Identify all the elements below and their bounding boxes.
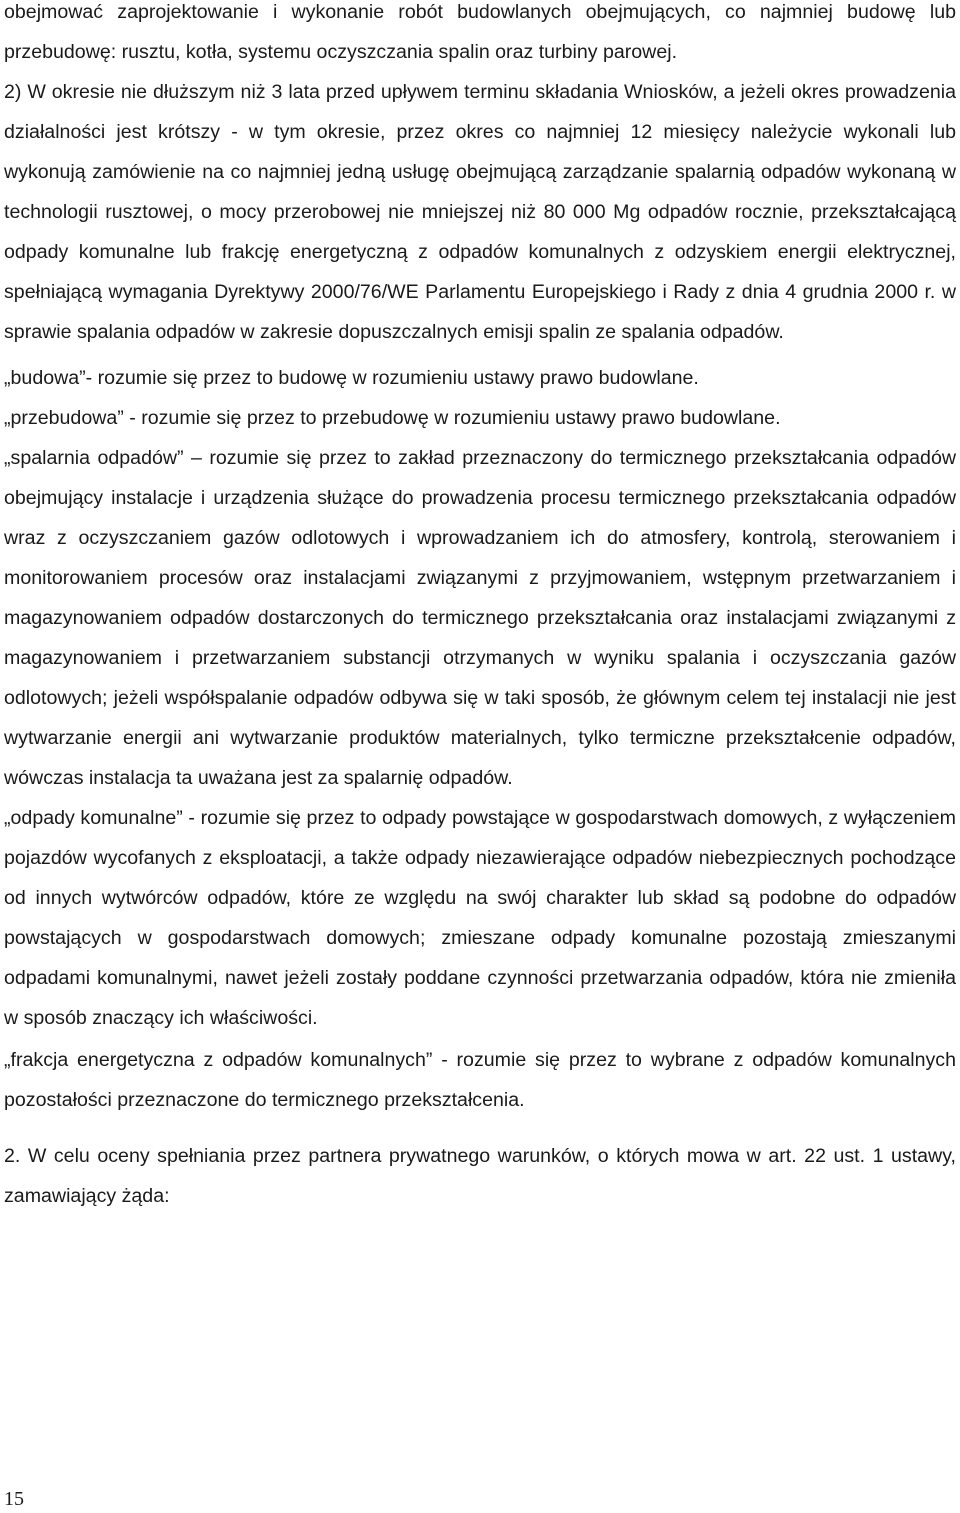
document-page bbox=[4, 0, 956, 1216]
paragraph-continuation: obejmować zaprojektowanie i wykonanie robót budowlanych obejmujących, co najmniej budowę lub przebudowę: rusztu, kotła, systemu oczyszczania spalin oraz turbiny parowej. bbox=[4, 1, 956, 63]
definition-odpady-komunalne: „odpady komunalne” - rozumie się przez to odpady powstające w gospodarstwach domowych, z wyłączeniem pojazdów wycofanych z eksploatacji, a także odpady niezawierające odpadów niebezpiecznych pochodzące od innych wytwórców odpadów, które ze względu na swój charakter lub skład są podobne do odpadów powstających w gospodarstwach domowych; zmieszane odpady komunalne pozostają zmieszanymi odpadami komunalnymi, nawet jeżeli zostały poddane czynności przetwarzania odpadów, która nie zmieniła w sposób znaczący ich właściwości. bbox=[4, 807, 956, 1029]
page-number: 15 bbox=[4, 1488, 24, 1510]
definition-spalarnia-odpadow: „spalarnia odpadów” – rozumie się przez to zakład przeznaczony do termicznego przekształcania odpadów obejmujący instalacje i urządzenia służące do prowadzenia procesu termicznego przekształcania odpadów wraz z oczyszczaniem gazów odlotowych i wprowadzaniem ich do atmosfery, kontrolą, sterowaniem i monitorowaniem procesów oraz instalacjami związanymi z przyjmowaniem, wstępnym przetwarzaniem i magazynowaniem odpadów dostarczonych do termicznego przekształcania oraz instalacjami związanymi z magazynowaniem i przetwarzaniem substancji otrzymanych w wyniku spalania i oczyszczania gazów odlotowych; jeżeli współspalanie odpadów odbywa się w taki sposób, że głównym celem tej instalacji nie jest wytwarzanie energii ani wytwarzanie produktów materialnych, tylko termiczne przekształcenie odpadów, wówczas instalacja ta uważana jest za spalarnię odpadów. bbox=[4, 447, 956, 789]
paragraph-section-2: 2. W celu oceny spełniania przez partnera prywatnego warunków, o których mowa w art. 22 ust. 1 ustawy, zamawiający żąda: bbox=[4, 1145, 956, 1207]
definition-budowa: „budowa”- rozumie się przez to budowę w rozumieniu ustawy prawo budowlane. bbox=[4, 367, 699, 389]
definition-frakcja-energetyczna: „frakcja energetyczna z odpadów komunalnych” - rozumie się przez to wybrane z odpadów komunalnych pozostałości przeznaczone do termicznego przekształcenia. bbox=[4, 1049, 956, 1111]
definition-przebudowa: „przebudowa” - rozumie się przez to przebudowę w rozumieniu ustawy prawo budowlane. bbox=[4, 407, 781, 429]
paragraph-condition-2: 2) W okresie nie dłuższym niż 3 lata przed upływem terminu składania Wniosków, a jeżeli okres prowadzenia działalności jest krótszy - w tym okresie, przez okres co najmniej 12 miesięcy należycie wykonali lub wykonują zamówienie na co najmniej jedną usługę obejmującą zarządzanie spalarnią odpadów wykonaną w technologii rusztowej, o mocy przerobowej nie mniejszej niż 80 000 Mg odpadów rocznie, przekształcającą odpady komunalne lub frakcję energetyczną z odpadów komunalnych z odzyskiem energii elektrycznej, spełniającą wymagania Dyrektywy 2000/76/WE Parlamentu Europejskiego i Rady z dnia 4 grudnia 2000 r. w sprawie spalania odpadów w zakresie dopuszczalnych emisji spalin ze spalania odpadów. bbox=[4, 81, 956, 343]
